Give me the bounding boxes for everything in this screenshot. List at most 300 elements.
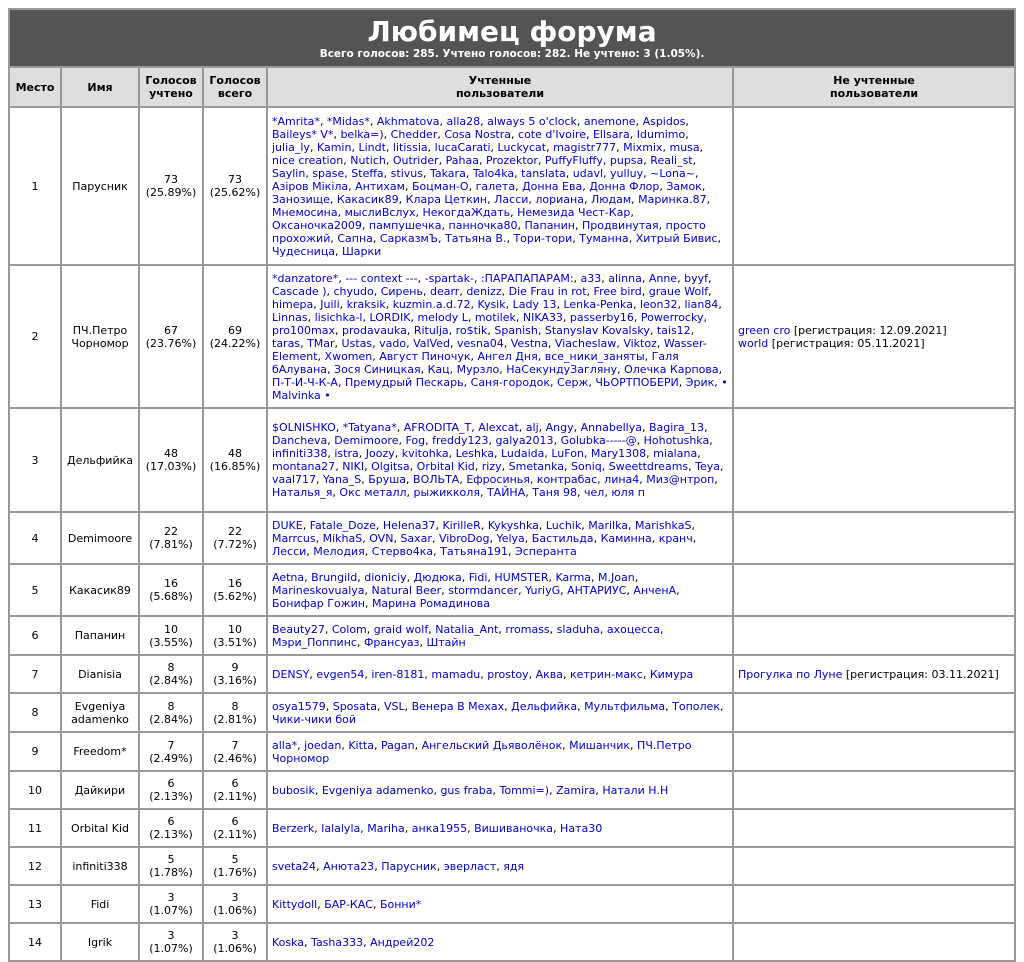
user-link[interactable]: ro$tik — [455, 323, 488, 337]
user-link[interactable]: пампушечка — [368, 218, 442, 232]
user-link[interactable]: мыслиВслух — [344, 205, 416, 219]
user-link[interactable]: Донна Ева — [522, 179, 583, 193]
user-link[interactable]: Азіров Мікіла — [272, 179, 349, 193]
user-link[interactable]: Lindt — [358, 140, 386, 154]
user-link[interactable]: Оксаночка2009 — [272, 218, 362, 232]
user-link[interactable]: Мэри_Поппинс — [272, 635, 357, 649]
user-link[interactable]: udavl — [572, 166, 604, 180]
place-cell — [10, 772, 60, 808]
user-link[interactable]: iren-8181 — [371, 667, 425, 681]
user-link[interactable]: Кимура — [649, 667, 694, 681]
user-link[interactable]: просто прохожий — [272, 218, 706, 245]
user-link[interactable]: vaal717 — [272, 473, 317, 486]
user-link[interactable]: Дюдюка — [413, 570, 462, 584]
user-link[interactable]: Orbital Kid — [416, 460, 475, 473]
user-link[interactable]: Kysik — [477, 297, 506, 311]
user-link[interactable]: evgen54 — [316, 667, 365, 681]
user-link[interactable]: motilek — [474, 310, 516, 324]
user-link[interactable]: Prozektor — [485, 153, 538, 167]
user-link[interactable]: MarishkaS — [635, 518, 692, 532]
user-link[interactable]: Marilka — [588, 518, 629, 532]
user-link[interactable]: Боцман-О — [411, 179, 469, 193]
user-link[interactable]: belka=) — [340, 127, 384, 141]
user-link[interactable]: Лесси — [272, 544, 307, 558]
user-link[interactable]: Анюта23 — [323, 859, 375, 873]
user-link[interactable]: magistr777 — [553, 140, 617, 154]
user-link[interactable]: Spanish — [494, 323, 538, 337]
total-cell — [204, 886, 266, 922]
user-link[interactable]: Aetna — [272, 570, 305, 584]
user-link[interactable]: СарказмЪ — [379, 231, 438, 245]
user-link[interactable]: Yelya — [496, 531, 525, 545]
user-link[interactable]: Таня 98 — [532, 486, 577, 499]
user-link[interactable]: Tommi=) — [499, 783, 550, 797]
user-link[interactable]: Steffa — [351, 166, 384, 180]
user-link[interactable]: Luchik — [545, 518, 582, 532]
uncounted-user-link[interactable]: world — [738, 336, 769, 350]
user-link[interactable]: анка1955 — [411, 821, 468, 835]
user-link[interactable]: Какасик89 — [336, 192, 399, 206]
user-link[interactable]: prostoy — [487, 667, 529, 681]
user-link[interactable]: alinna — [608, 271, 642, 285]
user-link[interactable]: ValVed — [413, 336, 450, 350]
user-link[interactable]: Alexcat — [478, 421, 519, 434]
user-link[interactable]: Nutich — [350, 153, 386, 167]
user-link[interactable]: melody L — [417, 310, 468, 324]
user-link[interactable]: галета — [475, 179, 516, 193]
user-link[interactable]: gus fraba — [440, 783, 493, 797]
user-link[interactable]: passerby16 — [569, 310, 634, 324]
user-link[interactable]: Mariha — [367, 821, 405, 835]
user-link[interactable]: himepa — [272, 297, 314, 311]
user-link[interactable]: --- context --- — [345, 271, 418, 285]
user-link[interactable]: sveta24 — [272, 859, 317, 873]
user-link[interactable]: Marrcus — [272, 531, 316, 545]
user-link[interactable]: лина4 — [604, 473, 640, 486]
user-link[interactable]: joedan — [304, 738, 342, 752]
user-link[interactable]: лориана — [535, 192, 584, 206]
user-link[interactable]: anemone — [583, 114, 636, 128]
user-link[interactable]: VibroDog — [438, 531, 490, 545]
user-link[interactable]: Helena37 — [382, 518, 436, 532]
user-link[interactable]: vado — [379, 336, 407, 350]
user-link[interactable]: ПЧ.Петро Чорномор — [272, 738, 692, 765]
user-link[interactable]: Baileys* V* — [272, 127, 334, 141]
user-link[interactable]: tais12 — [656, 323, 691, 337]
user-link[interactable]: Saylin — [272, 166, 306, 180]
user-link[interactable]: HUMSTER — [494, 570, 549, 584]
user-link[interactable]: OVN — [369, 531, 394, 545]
user-link[interactable]: VSL — [383, 699, 405, 713]
user-link[interactable]: cote d'Ivoire — [518, 127, 586, 141]
user-link[interactable]: Немезида Чест-Кар — [517, 205, 631, 219]
user-link[interactable]: Natural Beer — [371, 583, 442, 597]
user-link[interactable]: Мишанчик — [569, 738, 631, 752]
user-link[interactable]: byyf — [684, 271, 708, 285]
user-link[interactable]: Tasha333 — [311, 935, 364, 949]
user-link[interactable]: istra — [334, 447, 359, 460]
user-link[interactable]: Demimoore — [334, 434, 399, 447]
user-link[interactable]: Ritulja — [413, 323, 449, 337]
user-link[interactable]: Замок — [666, 179, 702, 193]
user-link[interactable]: Мурзло — [456, 362, 500, 376]
user-link[interactable]: Ангельский Дьяволёнок — [421, 738, 563, 752]
user-link[interactable]: АНТАРИУС — [567, 583, 627, 597]
user-link[interactable]: denizz — [466, 284, 502, 298]
user-link[interactable]: DUKE — [272, 518, 303, 532]
user-link[interactable]: yulluy — [610, 166, 644, 180]
user-link[interactable]: Кац — [427, 362, 450, 376]
user-link[interactable]: Viktoz — [623, 336, 657, 350]
user-link[interactable]: АнченА — [633, 583, 677, 597]
user-link[interactable]: Окс металл — [339, 486, 407, 499]
user-link[interactable]: Cosa Nostra — [444, 127, 512, 141]
user-link[interactable]: freddy123 — [432, 434, 489, 447]
user-link[interactable]: spase — [312, 166, 345, 180]
user-link[interactable]: Aspidos — [642, 114, 686, 128]
user-link[interactable]: кетрин-макс — [569, 667, 643, 681]
user-link[interactable]: Антихам — [355, 179, 405, 193]
user-link[interactable]: Ласси — [494, 192, 529, 206]
user-link[interactable]: Cascade ) — [272, 284, 327, 298]
user-link[interactable]: ~Lona~ — [650, 166, 695, 180]
user-link[interactable]: ахоцесса — [606, 622, 660, 636]
user-link[interactable]: *Amrita* — [272, 114, 320, 128]
user-link[interactable]: Chedder — [390, 127, 438, 141]
user-link[interactable]: Free bird — [593, 284, 642, 298]
user-link[interactable]: чел — [584, 486, 605, 499]
user-link[interactable]: Серж — [557, 375, 589, 389]
registration-date: [регистрация: 12.09.2021] — [793, 323, 947, 337]
user-link[interactable]: NIKI — [342, 460, 365, 473]
user-link[interactable]: osya1579 — [272, 699, 326, 713]
user-link[interactable]: Yana_S — [323, 473, 362, 486]
user-link[interactable]: Мнемосина — [272, 205, 338, 219]
user-link[interactable]: Марина Ромадинова — [371, 596, 491, 610]
user-link[interactable]: Татьяна В. — [445, 231, 507, 245]
user-link[interactable]: Татьяна191 — [440, 544, 509, 558]
user-link[interactable]: Ангел Дня — [477, 349, 538, 363]
uncounted-user-link[interactable]: Прогулка по Луне — [738, 667, 843, 681]
user-link[interactable]: tanslata — [521, 166, 566, 180]
user-link[interactable]: lucaCarati — [434, 140, 491, 154]
user-link[interactable]: Папанин — [524, 218, 575, 232]
user-link[interactable]: Saxar — [400, 531, 432, 545]
user-link[interactable]: julia_ly — [272, 140, 310, 154]
user-link[interactable]: Beauty27 — [272, 622, 325, 636]
user-link[interactable]: vesna04 — [456, 336, 504, 350]
user-link[interactable]: Anne — [648, 271, 678, 285]
user-link[interactable]: Vestna — [510, 336, 548, 350]
user-link[interactable]: БАР-КАС — [324, 897, 373, 911]
user-link[interactable]: Lenka-Penka — [563, 297, 633, 311]
user-link[interactable]: Stanyslav Kovalsky — [544, 323, 650, 337]
user-link[interactable]: lalalyla — [321, 821, 361, 835]
user-link[interactable]: LORDIK — [369, 310, 411, 324]
user-link[interactable]: Powerrocky — [640, 310, 704, 324]
user-link[interactable]: LuFon — [551, 447, 584, 460]
user-link[interactable]: Olgitsa — [371, 460, 410, 473]
user-link[interactable]: infiniti338 — [272, 447, 328, 460]
user-link[interactable]: Зося Синицкая — [334, 362, 421, 376]
user-link[interactable]: Xwomen — [324, 349, 373, 363]
user-link[interactable]: Teya — [695, 460, 721, 473]
user-link[interactable]: TMar — [307, 336, 335, 350]
user-link[interactable]: Bagira_13 — [648, 421, 705, 434]
user-link[interactable]: Ellsara — [592, 127, 630, 141]
user-link[interactable]: alla28 — [446, 114, 481, 128]
user-link[interactable]: Dancheva — [272, 434, 328, 447]
user-link[interactable]: Каминна — [600, 531, 652, 545]
user-link[interactable]: Talo4ka — [472, 166, 515, 180]
user-link[interactable]: Людам — [590, 192, 632, 206]
user-link[interactable]: lisichka-l — [314, 310, 363, 324]
user-link[interactable]: Бонни* — [379, 897, 422, 911]
user-link[interactable]: Занозище — [272, 192, 330, 206]
user-link[interactable]: $OLNISHKO — [272, 421, 336, 434]
user-link[interactable]: Die Frau in rot — [508, 284, 587, 298]
user-link[interactable]: MikhaS — [322, 531, 363, 545]
user-link[interactable]: Мультфильма — [584, 699, 666, 713]
user-link[interactable]: все_ники_заняты — [544, 349, 645, 363]
user-link[interactable]: AFRODITA_T — [403, 421, 472, 434]
user-link[interactable]: stormdancer — [448, 583, 519, 597]
counted-users-cell: Kittydoll, БАР-КАС, Бонни* — [268, 886, 732, 922]
user-link[interactable]: chyudo — [333, 284, 374, 298]
counted-cell — [140, 694, 202, 731]
user-link[interactable]: M.Joan — [598, 570, 635, 584]
total-cell — [204, 733, 266, 770]
user-link[interactable]: панночка80 — [448, 218, 518, 232]
user-link[interactable]: Annabellya — [580, 421, 642, 434]
user-link[interactable]: taras — [272, 336, 301, 350]
user-link[interactable]: Sweettdreams — [608, 460, 689, 473]
user-link[interactable]: Эрик — [685, 375, 715, 389]
user-link[interactable]: Ната30 — [560, 821, 603, 835]
user-link[interactable]: Brungild — [311, 570, 358, 584]
user-link[interactable]: Шарки — [342, 244, 382, 258]
user-link[interactable]: alj — [525, 421, 539, 434]
user-link[interactable]: Wasser-Element — [272, 336, 707, 363]
user-link[interactable]: Hohotushka — [643, 434, 710, 447]
user-link[interactable]: Outrider — [392, 153, 439, 167]
user-link[interactable]: musa — [669, 140, 700, 154]
user-link[interactable]: кранч — [658, 531, 693, 545]
user-link[interactable]: Аква — [535, 667, 563, 681]
place-value: 5 — [31, 583, 39, 597]
place-value: 10 — [28, 783, 42, 797]
total-percent: (7.72%) — [213, 538, 257, 551]
user-link[interactable]: Idumimo — [636, 127, 686, 141]
user-link[interactable]: KirilleR — [442, 518, 481, 532]
user-link[interactable]: Андрей202 — [370, 935, 435, 949]
user-link[interactable]: kraksik — [346, 297, 386, 311]
user-link[interactable]: Joozy — [365, 447, 395, 460]
user-link[interactable]: Парусник — [381, 859, 437, 873]
user-link[interactable]: НекогдаЖдать — [422, 205, 511, 219]
user-link[interactable]: Тори-тори — [513, 231, 573, 245]
user-link[interactable]: mamadu — [431, 667, 481, 681]
user-link[interactable]: Продвинутая — [581, 218, 659, 232]
user-link[interactable]: Mary1308 — [590, 447, 647, 460]
user-link[interactable]: эверласт — [443, 859, 497, 873]
user-link[interactable]: stivus — [390, 166, 423, 180]
user-link[interactable]: Kitta — [348, 738, 374, 752]
user-link[interactable]: Natalia_Ant — [435, 622, 499, 636]
user-link[interactable]: Август Пиночук — [379, 349, 471, 363]
user-link[interactable]: *Tatyana* — [342, 421, 397, 434]
user-link[interactable]: kvitohka — [401, 447, 449, 460]
user-link[interactable]: graid wolf — [373, 622, 429, 636]
user-link[interactable]: Ефросинья — [466, 473, 530, 486]
user-link[interactable]: юля п — [611, 486, 645, 499]
user-link[interactable]: Leshka — [455, 447, 494, 460]
user-link[interactable]: Маринка.87 — [638, 192, 707, 206]
user-link[interactable]: Мелодия — [313, 544, 365, 558]
user-link[interactable]: Kittydoll — [272, 897, 318, 911]
user-link[interactable]: mialana — [653, 447, 698, 460]
user-link[interactable]: Наталья_я — [272, 486, 333, 499]
user-link[interactable]: leon32 — [639, 297, 678, 311]
counted-votes: 67 — [164, 323, 178, 337]
user-link[interactable]: prodavauka — [341, 323, 407, 337]
user-link[interactable]: Миз@нтроп — [646, 473, 715, 486]
user-link[interactable]: DENSY — [272, 667, 310, 681]
user-link[interactable]: alla* — [272, 738, 298, 752]
user-link[interactable]: Smetanka — [508, 460, 565, 473]
uncounted-user-link[interactable]: green cro — [738, 323, 791, 337]
user-link[interactable]: Бонифар Гожин — [272, 596, 365, 610]
counted-percent: (17.03%) — [145, 460, 197, 473]
user-link[interactable]: nice creation — [272, 153, 344, 167]
user-link[interactable]: Франсуаз — [363, 635, 420, 649]
user-link[interactable]: Премудрый Пескарь — [344, 375, 464, 389]
user-link[interactable]: -spartak- — [424, 271, 474, 285]
user-link[interactable]: sladuha — [556, 622, 600, 636]
user-link[interactable]: Клара Цеткин — [405, 192, 488, 206]
user-link[interactable]: ТАЙНА — [486, 486, 526, 499]
user-link[interactable]: Juili — [320, 297, 340, 311]
user-link[interactable]: lian84 — [684, 297, 719, 311]
user-link[interactable]: *danzatore* — [272, 271, 339, 285]
user-link[interactable]: Pahaa — [445, 153, 479, 167]
user-link[interactable]: Саня-городок — [470, 375, 551, 389]
user-link[interactable]: П-Т-И-Ч-К-А — [272, 375, 338, 389]
user-link[interactable]: контрабас — [536, 473, 598, 486]
user-link[interactable]: Fatale_Doze — [309, 518, 376, 532]
user-link[interactable]: Sposata — [332, 699, 377, 713]
candidate-name: Fidi — [90, 897, 110, 911]
user-link[interactable]: a33 — [580, 271, 602, 285]
user-link[interactable]: montana27 — [272, 460, 336, 473]
user-link[interactable]: Kykyshka — [487, 518, 539, 532]
user-link[interactable]: YuriyG — [525, 583, 561, 597]
user-link[interactable]: • Malvinka • — [272, 375, 728, 402]
user-link[interactable]: Стерво4ка — [371, 544, 434, 558]
user-link[interactable]: *Midas* — [326, 114, 370, 128]
user-link[interactable]: Takara — [429, 166, 466, 180]
counted-votes: 22 — [164, 525, 178, 538]
user-link[interactable]: Эсперанта — [515, 544, 577, 558]
user-link[interactable]: :ПАРАПАПАРАМ: — [480, 271, 574, 285]
user-link[interactable]: НаСекундуЗагляну — [506, 362, 618, 376]
user-link[interactable]: Бруша — [368, 473, 407, 486]
user-link[interactable]: Венера В Мехах — [411, 699, 505, 713]
user-link[interactable]: Karma — [555, 570, 592, 584]
user-link[interactable]: Штайн — [426, 635, 466, 649]
user-link[interactable]: Marineskovualya — [272, 583, 365, 597]
user-link[interactable]: Golubka-----@ — [560, 434, 637, 447]
user-link[interactable]: Evgeniya adamenko — [321, 783, 434, 797]
user-link[interactable]: Чики-чики бой — [272, 712, 357, 726]
user-link[interactable]: graue Wolf — [648, 284, 709, 298]
user-link[interactable]: Zamira — [556, 783, 596, 797]
user-link[interactable]: рыжикколя — [413, 486, 480, 499]
user-link[interactable]: Reali_st — [650, 153, 693, 167]
user-link[interactable]: Сапна — [337, 231, 373, 245]
user-link[interactable]: Kamin — [316, 140, 352, 154]
user-link[interactable]: Koska — [272, 935, 305, 949]
user-link[interactable]: Туманна — [579, 231, 629, 245]
user-link[interactable]: Colom — [331, 622, 367, 636]
user-link[interactable]: kuzmin.a.d.72 — [392, 297, 471, 311]
user-link[interactable]: Натали Н.Н — [602, 783, 669, 797]
user-link[interactable]: dioniciy — [364, 570, 407, 584]
user-link[interactable]: Angy — [545, 421, 574, 434]
user-link[interactable]: Бастильда — [531, 531, 594, 545]
user-link[interactable]: Олечка Карпова — [624, 362, 719, 376]
user-link[interactable]: Ludaida — [500, 447, 545, 460]
user-link[interactable]: PuffyFluffy — [544, 153, 603, 167]
user-link[interactable]: Fidi — [468, 570, 488, 584]
user-link[interactable]: Чудесница — [272, 244, 336, 258]
user-link[interactable]: dearr — [429, 284, 460, 298]
user-link[interactable]: Akhmatova — [376, 114, 440, 128]
user-link[interactable]: Mixmix — [623, 140, 663, 154]
user-link[interactable]: ядя — [503, 859, 525, 873]
user-link[interactable]: always 5 o'clock — [487, 114, 577, 128]
user-link[interactable]: ЧЬОРТПОБЕРИ — [595, 375, 679, 389]
user-link[interactable]: Soniq — [571, 460, 602, 473]
user-link[interactable]: Галя бАлувана — [272, 349, 679, 376]
user-link[interactable]: Вишиваночка — [474, 821, 554, 835]
user-link[interactable]: Хитрый Бивис — [635, 231, 718, 245]
user-link[interactable]: bubosik — [272, 783, 315, 797]
user-link[interactable]: pupsa — [609, 153, 644, 167]
header-counted-users-line2: пользователи — [455, 87, 545, 100]
user-link[interactable]: galya2013 — [495, 434, 554, 447]
user-link[interactable]: Berzerk — [272, 821, 315, 835]
user-link[interactable]: ВОЛЬТА — [413, 473, 460, 486]
user-link[interactable]: litissia — [392, 140, 428, 154]
user-link[interactable]: pro100max — [272, 323, 335, 337]
user-link[interactable]: NIKA33 — [522, 310, 563, 324]
user-link[interactable]: Viacheslaw — [554, 336, 617, 350]
user-link[interactable]: Сирень — [380, 284, 423, 298]
user-link[interactable]: Lady 13 — [512, 297, 557, 311]
user-link[interactable]: Linnas — [272, 310, 308, 324]
user-link[interactable]: Тополек — [672, 699, 720, 713]
user-link[interactable]: rizy — [481, 460, 502, 473]
user-link[interactable]: Дельфийка — [511, 699, 578, 713]
user-link[interactable]: Fog — [405, 434, 426, 447]
user-link[interactable]: Luckycat — [497, 140, 547, 154]
table-row — [10, 924, 1014, 960]
user-link[interactable]: Pagan — [380, 738, 415, 752]
user-link[interactable]: Донна Флор — [589, 179, 660, 193]
user-link[interactable]: rromass — [505, 622, 550, 636]
user-link[interactable]: Ustas — [341, 336, 373, 350]
